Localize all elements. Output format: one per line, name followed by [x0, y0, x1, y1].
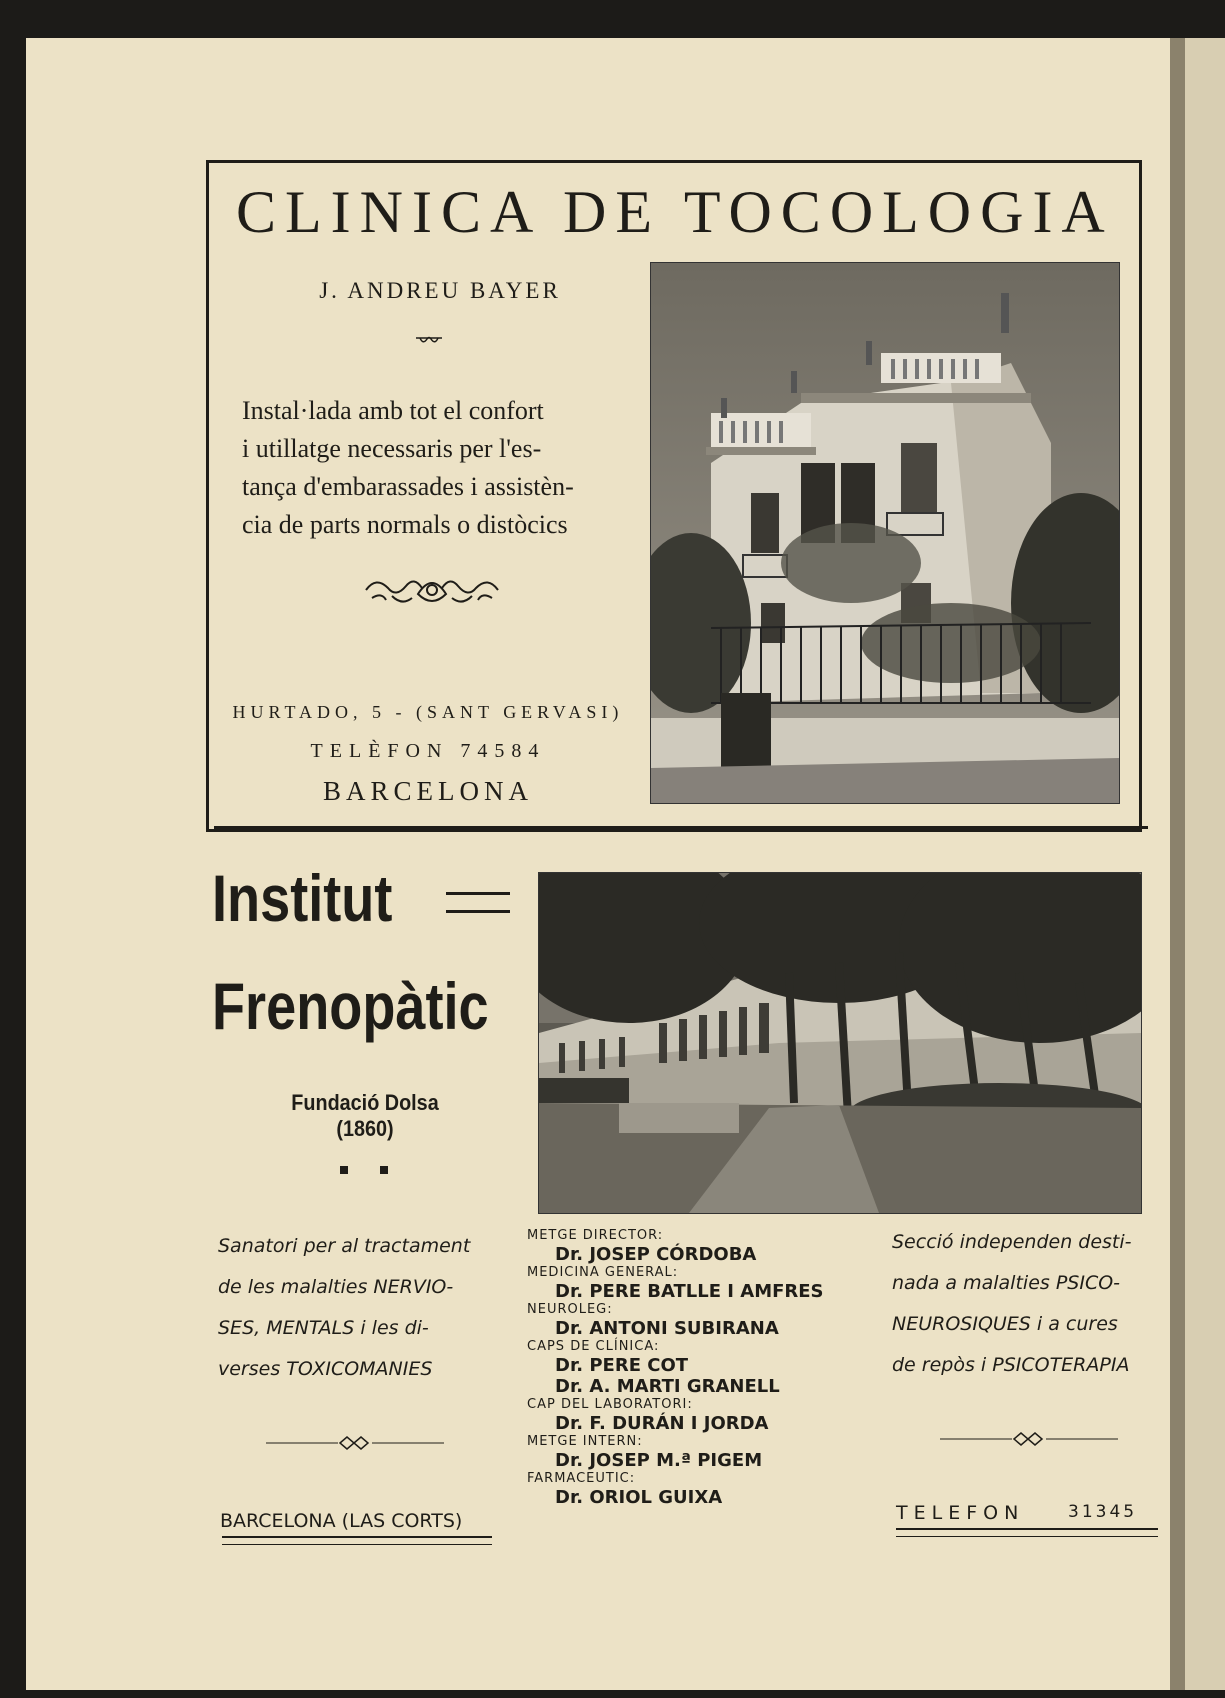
- staff-entry: [527, 1339, 847, 1397]
- staff-role: FARMACEUTIC:: [527, 1471, 636, 1486]
- clinic-city: BARCELONA: [322, 776, 533, 806]
- institute-phone-number: 31345: [1068, 1502, 1138, 1522]
- left-text-line: verses TOXICOMANIES: [218, 1358, 433, 1380]
- right-text-line: Secció independen desti-: [892, 1231, 1132, 1253]
- description-line: Instal·lada amb tot el confort: [242, 396, 544, 425]
- staff-role: MEDICINA GENERAL:: [527, 1265, 679, 1280]
- right-text-line: nada a malalties PSICO-: [892, 1272, 1121, 1294]
- next-page-edge: [1185, 38, 1225, 1690]
- staff-role: CAPS DE CLÍNICA:: [527, 1339, 660, 1354]
- title-equals-line: [446, 892, 510, 895]
- small-ornament-icon: [414, 334, 444, 346]
- clinic-ad-underline: [214, 826, 1148, 829]
- square-ornament-icon: [380, 1166, 388, 1174]
- clinic-title: CLINICA DE TOCOLOGIA: [236, 179, 1114, 245]
- staff-name: Dr. JOSEP CÓRDOBA: [555, 1244, 757, 1265]
- staff-name: Dr. ANTONI SUBIRANA: [555, 1318, 779, 1339]
- right-text-line: de repòs i PSICOTERAPIA: [892, 1354, 1130, 1376]
- institute-title-line2: Frenopàtic: [212, 969, 489, 1043]
- left-text-line: SES, MENTALS i les di-: [218, 1317, 429, 1339]
- institute-left-text: [218, 1226, 470, 1390]
- clinic-building-photo: [650, 262, 1120, 804]
- footer-double-rule: [222, 1536, 492, 1545]
- footer-double-rule: [896, 1528, 1158, 1537]
- description-line: cia de parts normals o distòcics: [242, 510, 568, 539]
- staff-role: METGE DIRECTOR:: [527, 1228, 664, 1243]
- institute-staff-list: [527, 1228, 847, 1508]
- title-equals-line: [446, 910, 510, 913]
- staff-name: Dr. PERE BATLLE I AMFRES: [555, 1281, 824, 1302]
- right-text-line: NEUROSIQUES i a cures: [892, 1313, 1118, 1335]
- institute-title-line1: Institut: [212, 861, 393, 935]
- staff-role: METGE INTERN:: [527, 1434, 643, 1449]
- description-line: i utillatge necessaris per l'es-: [242, 434, 542, 463]
- square-ornament-icon: [340, 1166, 348, 1174]
- institute-city: BARCELONA (LAS CORTS): [220, 1510, 463, 1532]
- description-line: tança d'embarassades i assistèn-: [242, 472, 574, 501]
- staff-name: Dr. PERE COT: [555, 1355, 689, 1376]
- staff-name: Dr. F. DURÁN I JORDA: [555, 1413, 769, 1434]
- staff-entry: [527, 1228, 847, 1265]
- staff-role: CAP DEL LABORATORI:: [527, 1397, 693, 1412]
- clinic-owner: J. ANDREU BAYER: [319, 278, 561, 303]
- staff-entry: [527, 1434, 847, 1471]
- staff-name: Dr. ORIOL GUIXA: [555, 1487, 723, 1508]
- clinic-description: [242, 392, 622, 544]
- left-text-line: de les malalties NERVIO-: [218, 1276, 454, 1298]
- staff-entry: [527, 1302, 847, 1339]
- diamond-divider-icon: [266, 1436, 444, 1450]
- flourish-ornament-icon: [362, 568, 502, 610]
- diamond-divider-icon: [940, 1432, 1118, 1446]
- staff-entry: [527, 1265, 847, 1302]
- institute-foundation: Fundació Dolsa (1860): [291, 1090, 439, 1141]
- staff-role: NEUROLEG:: [527, 1302, 613, 1317]
- staff-entry: [527, 1471, 847, 1508]
- institute-right-text: [892, 1222, 1132, 1386]
- institute-phone-label: TELEFON: [896, 1502, 1025, 1524]
- staff-entry: [527, 1397, 847, 1434]
- clinic-phone: TELÈFON 74584: [310, 740, 546, 762]
- staff-name: Dr. JOSEP M.ª PIGEM: [555, 1450, 763, 1471]
- clinic-address: HURTADO, 5 - (SANT GERVASI): [232, 702, 624, 722]
- left-text-line: Sanatori per al tractament: [218, 1235, 471, 1257]
- institute-building-photo: [538, 872, 1142, 1214]
- staff-name: Dr. A. MARTI GRANELL: [555, 1376, 780, 1397]
